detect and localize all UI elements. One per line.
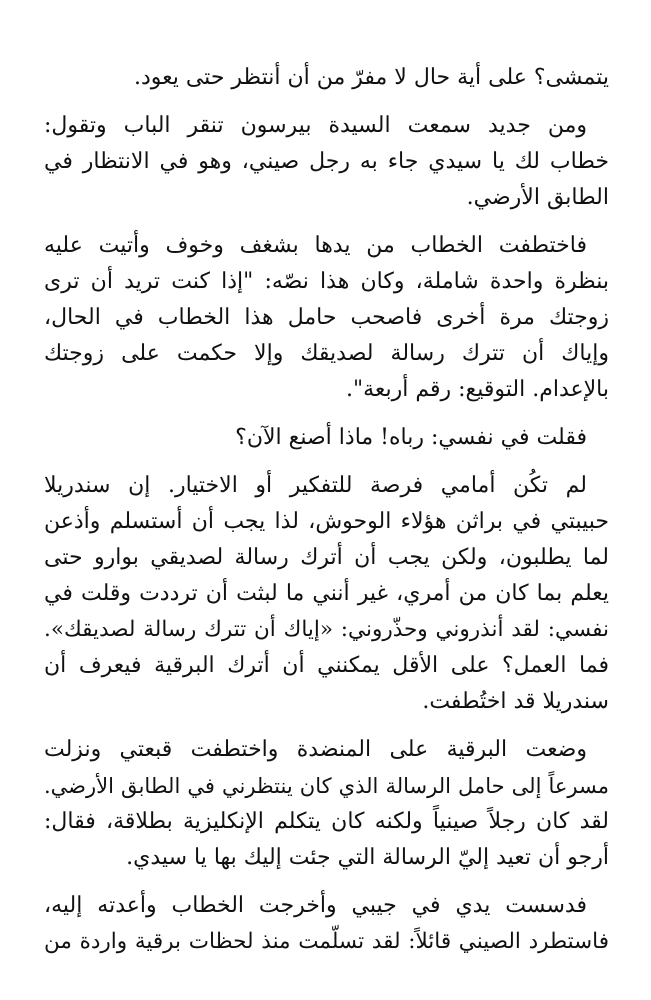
text-line: الطابق الأرضي. xyxy=(466,185,609,210)
text-line: وإياك أن تترك رسالة لصديقك وإلا حكمت على زوجتك xyxy=(44,341,609,366)
text-line: خطاب لك يا سيدي جاء به رجل صيني، وهو في الانتظار في xyxy=(44,149,609,174)
text-line: لما يطلبون، ولكن يجب أن أترك رسالة لصديقي بوارو حتى xyxy=(44,545,609,570)
paragraph-3 xyxy=(44,228,609,408)
text-line: يتمشى؟ على أية حال لا مفرّ من أن أنتظر حتى يعود. xyxy=(133,65,609,90)
text-line: لم تكُن أمامي فرصة للتفكير أو الاختيار. إن سندريلا xyxy=(44,473,587,498)
text-line: سندريلا قد اختُطفت. xyxy=(422,689,609,714)
text-line: مسرعاً إلى حامل الرسالة الذي كان ينتظرني في الطابق الأرضي. xyxy=(44,774,609,798)
text-line: لقد كان رجلاً صينياً ولكنه كان يتكلم الإنكليزية بطلاقة، فقال: xyxy=(44,809,609,834)
text-line: بنظرة واحدة شاملة، وكان هذا نصّه: "إذا كنت تريد أن ترى xyxy=(44,269,609,294)
text-line: بالإعدام. التوقيع: رقم أربعة". xyxy=(345,377,609,402)
text-line: فدسست يدي في جيبي وأخرجت الخطاب وأعدته إليه، xyxy=(44,893,587,918)
paragraph-1 xyxy=(44,60,609,96)
book-page xyxy=(44,60,609,972)
text-line: حبيبتي في براثن هؤلاء الوحوش، لذا يجب أن أستسلم وأذعن xyxy=(44,509,609,534)
text-line: نفسي: لقد أنذروني وحذّروني: «إياك أن تترك رسالة لصديقك». xyxy=(44,617,609,642)
paragraph-7 xyxy=(44,888,609,960)
text-line: زوجتك مرة أخرى فاصحب حامل هذا الخطاب في الحال، xyxy=(44,305,609,330)
text-line: ومن جديد سمعت السيدة بيرسون تنقر الباب وتقول: xyxy=(44,113,587,138)
text-line: فقلت في نفسي: رباه! ماذا أصنع الآن؟ xyxy=(235,425,587,450)
paragraph-2 xyxy=(44,108,609,216)
text-line: فاختطفت الخطاب من يدها بشغف وخوف وأتيت عليه xyxy=(44,233,587,258)
text-line: وضعت البرقية على المنضدة واختطفت قبعتي ونزلت xyxy=(44,737,587,762)
text-line: يعلم بما كان من أمري، غير أنني ما لبثت أن ترددت وقلت في xyxy=(44,581,609,606)
text-line: أرجو أن تعيد إليّ الرسالة التي جئت إليك بها يا سيدي. xyxy=(126,845,609,870)
text-line: فاستطرد الصيني قائلاً: لقد تسلّمت منذ لحظات برقية واردة من xyxy=(44,929,609,954)
paragraph-5 xyxy=(44,468,609,720)
text-line: فما العمل؟ على الأقل يمكنني أن أترك البرقية فيعرف أن xyxy=(44,653,609,678)
paragraph-4 xyxy=(44,420,609,456)
paragraph-6 xyxy=(44,732,609,876)
